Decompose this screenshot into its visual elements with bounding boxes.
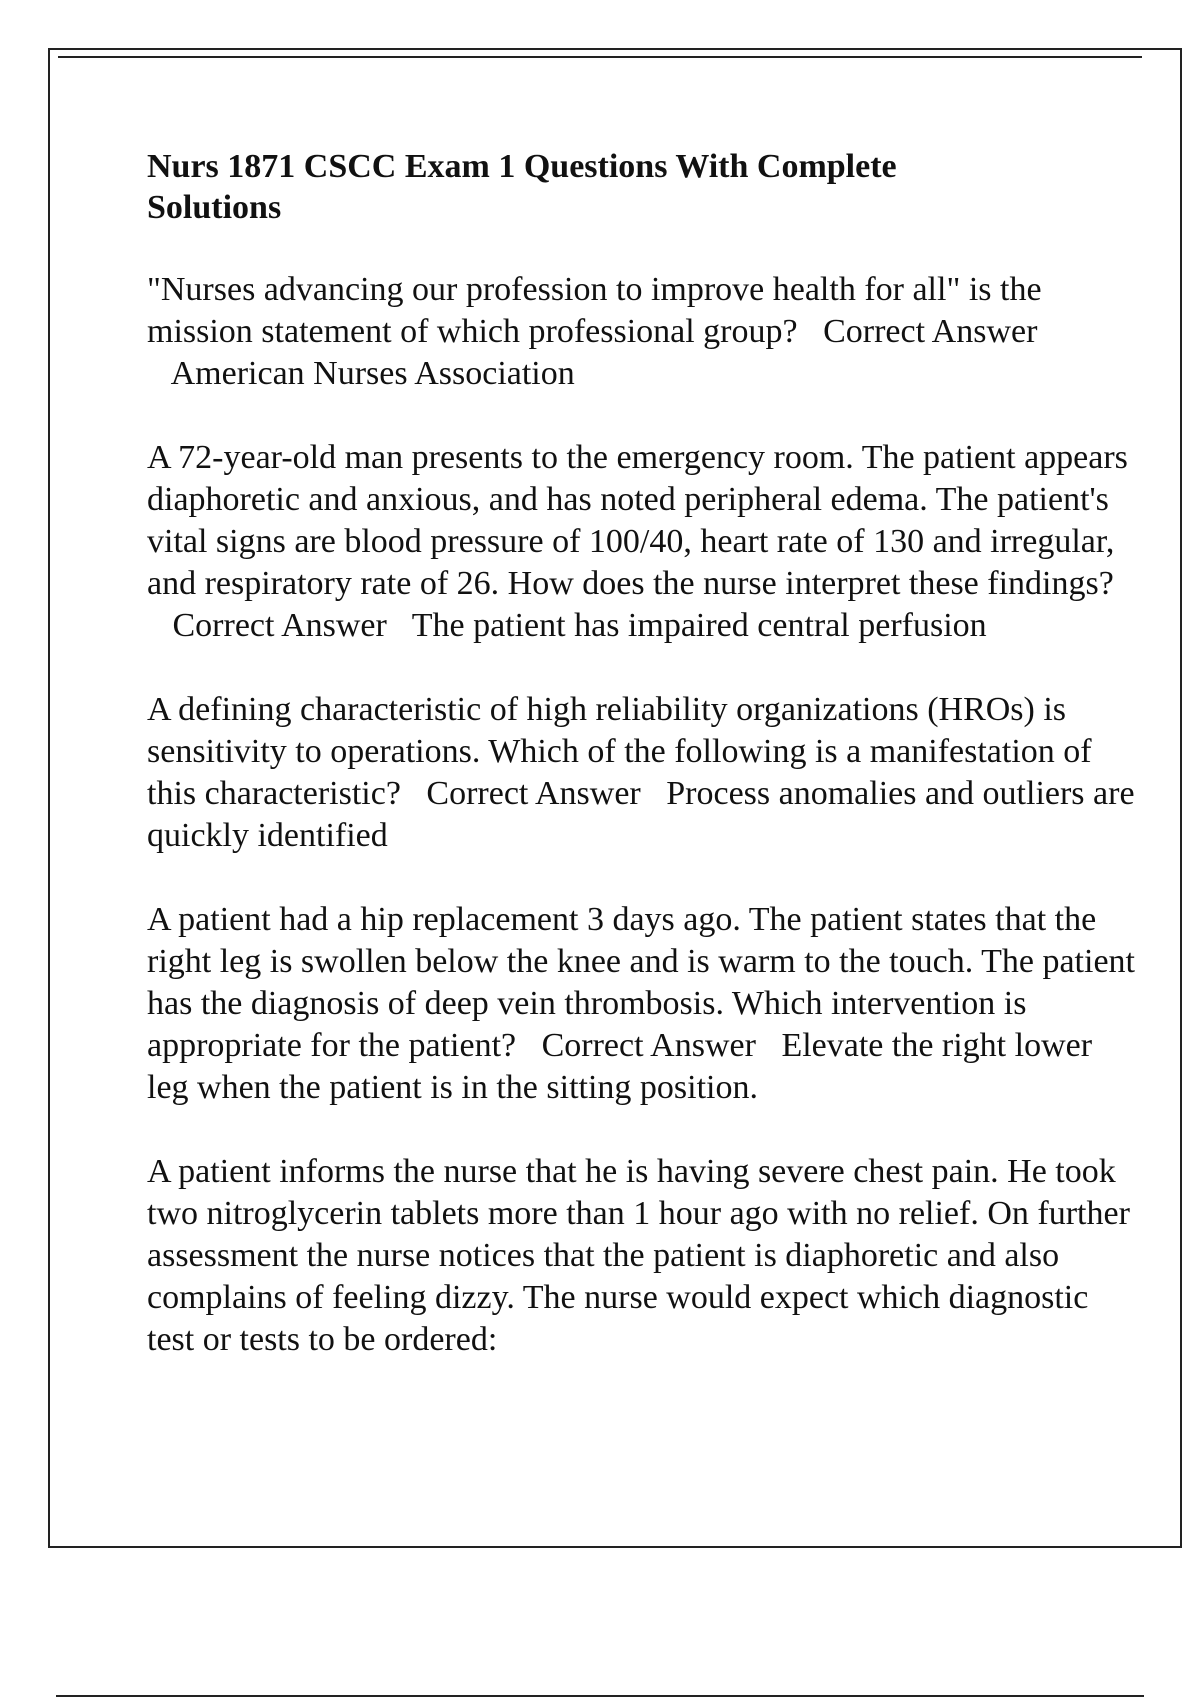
answer-label: Correct Answer	[541, 1027, 756, 1064]
qa-item-2	[147, 437, 1137, 647]
answer-text: Elevate the right lower leg when the patient is in the sitting position.	[147, 1027, 1093, 1106]
top-rule	[58, 56, 1142, 58]
answer-text: American Nurses Association	[170, 355, 575, 392]
answer-label: Correct Answer	[823, 313, 1038, 350]
answer-label: Correct Answer	[426, 775, 641, 812]
qa-item-4	[147, 899, 1137, 1109]
question-text: A patient had a hip replacement 3 days ago. The patient states that the right leg is swollen below the knee and is warm to the touch. The patient has the diagnosis of deep vein thrombosis. Which intervention is appropriate for the patient?	[147, 901, 1135, 1064]
qa-item-1	[147, 269, 1137, 395]
page-frame	[48, 48, 1182, 1548]
question-text: A 72-year-old man presents to the emergency room. The patient appears diaphoretic and anxious, and has noted peripheral edema. The patient's vital signs are blood pressure of 100/40, heart rate of 130 and irregular, and respiratory rate of 26. How does the nurse interpret these findings?	[147, 439, 1128, 602]
answer-text: Process anomalies and outliers are quickly identified	[147, 775, 1135, 854]
question-text: A patient informs the nurse that he is having severe chest pain. He took two nitroglycerin tablets more than 1 hour ago with no relief. On further assessment the nurse notices that the patient is diaphoretic and also complains of feeling dizzy. The nurse would expect which diagnostic test or tests to be ordered:	[147, 1153, 1130, 1358]
answer-label: Correct Answer	[172, 607, 387, 644]
document-body	[147, 146, 1137, 1403]
bottom-rule	[56, 1695, 1144, 1697]
question-text: "Nurses advancing our profession to improve health for all" is the mission statement of which professional group?	[147, 271, 1042, 350]
document-title: Nurs 1871 CSCC Exam 1 Questions With Complete Solutions	[147, 148, 897, 226]
answer-text: The patient has impaired central perfusion	[411, 607, 987, 644]
qa-item-3	[147, 689, 1137, 857]
question-text: A defining characteristic of high reliability organizations (HROs) is sensitivity to operations. Which of the following is a manifestation of this characteristic?	[147, 691, 1092, 812]
qa-item-5	[147, 1151, 1137, 1361]
